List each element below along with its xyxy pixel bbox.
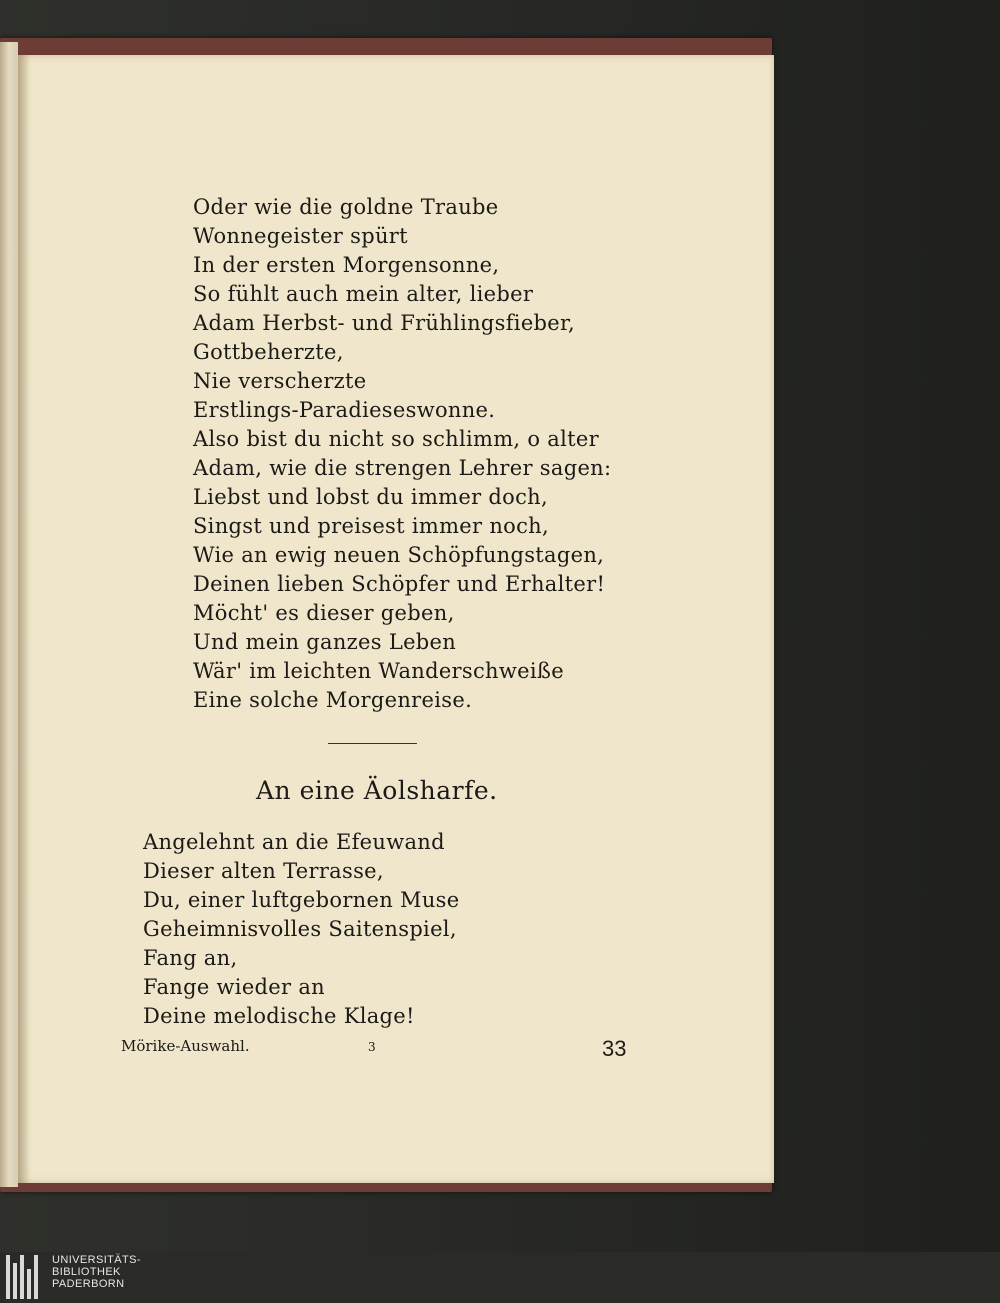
facing-page-edge — [0, 42, 18, 1187]
poem-line: Geheimnisvolles Saitenspiel, — [143, 917, 457, 941]
poem-line: Nie verscherzte — [193, 369, 367, 393]
poem-line: Möcht' es dieser geben, — [193, 601, 455, 625]
poem-an-eine-aolsharfe — [143, 828, 459, 1031]
poem-line: Fange wieder an — [143, 975, 325, 999]
poem-line: Oder wie die goldne Traube — [193, 195, 499, 219]
poem-line: Also bist du nicht so schlimm, o alter — [193, 427, 599, 451]
logo-line: PADERBORN — [52, 1278, 125, 1290]
poem-line: Du, einer luftgebornen Muse — [143, 888, 460, 912]
poem-line: Angelehnt an die Efeuwand — [143, 830, 445, 854]
poem-line: Fang an, — [143, 946, 238, 970]
poem-line: Erstlings-Paradieseswonne. — [193, 398, 496, 422]
logo-line: UNIVERSITÄTS- — [52, 1254, 141, 1266]
poem-line: In der ersten Morgensonne, — [193, 253, 500, 277]
poem-line: Und mein ganzes Leben — [193, 630, 457, 654]
page-gutter-shadow — [18, 55, 30, 1183]
poem-line: Adam, wie die strengen Lehrer sagen: — [193, 456, 612, 480]
poem-line: Adam Herbst- und Frühlingsfieber, — [193, 311, 576, 335]
poem-line: Deinen lieben Schöpfer und Erhalter! — [193, 572, 606, 596]
section-divider — [328, 743, 417, 744]
library-logo-text — [52, 1254, 141, 1290]
poem-line: Wär' im leichten Wanderschweiße — [193, 659, 564, 683]
poem-continued — [193, 193, 611, 715]
logo-line: BIBLIOTHEK — [52, 1266, 121, 1278]
library-footer-bar — [0, 1252, 1000, 1303]
poem-title: An eine Äolsharfe. — [256, 776, 498, 805]
poem-line: So fühlt auch mein alter, lieber — [193, 282, 534, 306]
signature-number: 3 — [368, 1040, 376, 1054]
poem-line: Gottbeherzte, — [193, 340, 344, 364]
library-logo-icon — [6, 1255, 46, 1299]
poem-line: Eine solche Morgenreise. — [193, 688, 473, 712]
poem-line: Wie an ewig neuen Schöpfungstagen, — [193, 543, 605, 567]
poem-line: Dieser alten Terrasse, — [143, 859, 384, 883]
poem-line: Singst und preisest immer noch, — [193, 514, 549, 538]
printer-signature: Mörike-Auswahl. — [121, 1037, 250, 1055]
page-number: 33 — [602, 1036, 627, 1061]
poem-line: Deine melodische Klage! — [143, 1004, 415, 1028]
poem-line: Liebst und lobst du immer doch, — [193, 485, 548, 509]
poem-line: Wonnegeister spürt — [193, 224, 408, 248]
